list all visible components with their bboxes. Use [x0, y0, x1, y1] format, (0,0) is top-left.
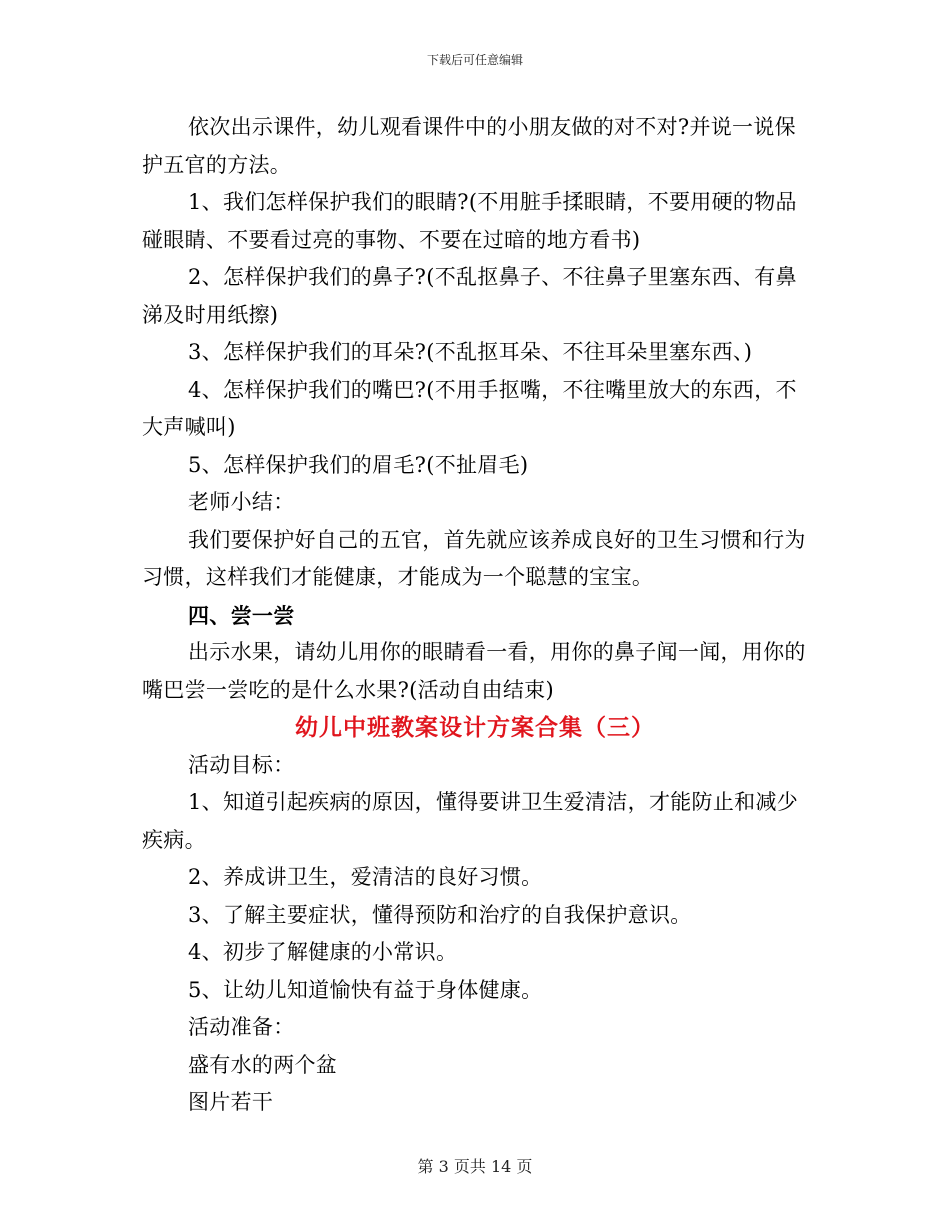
teacher-summary-text: 我们要保护好自己的五官，首先就应该养成良好的卫生习惯和行为习惯，这样我们才能健康，才能成为一个聪慧的宝宝。	[142, 527, 806, 589]
section-text-taste: 出示水果，请幼儿用你的眼睛看一看，用你的鼻子闻一闻，用你的嘴巴尝一尝吃的是什么水果?(活动自由结束)	[142, 640, 806, 702]
section-heading-taste: 四、尝一尝	[188, 602, 295, 628]
activity-goals-label: 活动目标：	[188, 752, 295, 777]
list-item-ears: 3、怎样保护我们的耳朵?(不乱抠耳朵、不往耳朵里塞东西、)	[188, 340, 753, 364]
list-item-eyebrows: 5、怎样保护我们的眉毛?(不扯眉毛)	[188, 452, 529, 477]
goal-item-2: 2、养成讲卫生，爱清洁的良好习惯。	[188, 865, 543, 889]
activity-prep-label: 活动准备：	[188, 1015, 295, 1039]
list-item-eyes: 1、我们怎样保护我们的眼睛?(不用脏手揉眼睛，不要用硬的物品碰眼睛、不要看过亮的事物、不要在过暗的地方看书)	[142, 190, 797, 252]
document-body	[142, 109, 808, 1122]
page-header: 下载后可任意编辑	[426, 53, 523, 67]
section-title: 幼儿中班教案设计方案合集（三）	[295, 714, 655, 741]
list-item-nose: 2、怎样保护我们的鼻子?(不乱抠鼻子、不往鼻子里塞东西、有鼻涕及时用纸擦)	[142, 265, 797, 327]
prep-item-basins: 盛有水的两个盆	[188, 1052, 338, 1077]
goal-item-4: 4、初步了解健康的小常识。	[188, 940, 458, 964]
list-item-mouth: 4、怎样保护我们的嘴巴?(不用手抠嘴，不往嘴里放大的东西，不大声喊叫)	[142, 377, 797, 439]
teacher-summary-label: 老师小结：	[188, 490, 295, 514]
page-footer: 第 3 页共 14 页	[417, 1157, 533, 1176]
paragraph-intro: 依次出示课件，幼儿观看课件中的小朋友做的对不对?并说一说保护五官的方法。	[142, 115, 796, 177]
prep-item-pictures: 图片若干	[188, 1090, 274, 1114]
goal-item-1: 1、知道引起疾病的原因，懂得要讲卫生爱清洁，才能防止和减少疾病。	[142, 790, 799, 852]
goal-item-5: 5、让幼儿知道愉快有益于身体健康。	[188, 977, 543, 1002]
goal-item-3: 3、了解主要症状，懂得预防和治疗的自我保护意识。	[188, 902, 692, 927]
